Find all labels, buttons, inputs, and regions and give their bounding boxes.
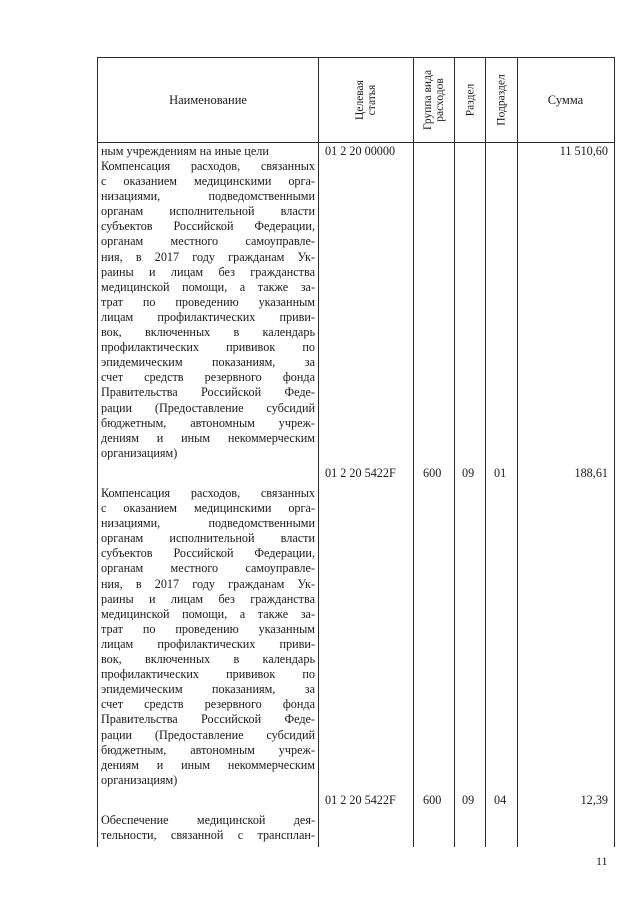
row-1-line-13: эпидемическим показаниям, за — [101, 355, 315, 370]
row-1-line-2: низациями, подведомственными — [101, 189, 315, 204]
row-2-line-9: трат по проведению указанным — [101, 621, 315, 636]
row-2-section: 09 — [462, 793, 475, 807]
row-1-sum: 188,61 — [574, 466, 608, 480]
row-2-line-17: бюджетным, автономным учреж- — [101, 742, 315, 757]
header-section — [455, 58, 485, 142]
column-border-subsection — [517, 57, 518, 847]
row-1-group: 600 — [423, 466, 442, 480]
row-1-line-12: профилактических прививок по — [101, 340, 315, 355]
row-2-group: 600 — [423, 793, 442, 807]
column-border-code — [413, 57, 414, 847]
row-2-line-8: медицинской помощи, а также за- — [101, 606, 315, 621]
row-2-line-19: организациям) — [101, 772, 178, 787]
header-sum: Сумма — [547, 92, 584, 107]
row-0-sum: 11 510,60 — [559, 144, 608, 158]
row-2-line-0: Компенсация расходов, связанных — [101, 486, 315, 500]
column-border-name — [318, 57, 319, 847]
header-name: Наименование — [169, 92, 247, 107]
row-2-line-15: Правительства Российской Феде- — [101, 712, 315, 727]
row-1-line-14: счет средств резервного фонда — [101, 370, 315, 385]
row-1-line-16: рации (Предоставление субсидий — [101, 400, 315, 415]
row-2-line-16: рации (Предоставление субсидий — [101, 727, 315, 742]
row-1-line-11: вок, включенных в календарь — [101, 325, 315, 340]
header-subsection-label: Подраздел — [495, 74, 508, 126]
row-1-line-15: Правительства Российской Феде- — [101, 385, 315, 400]
row-2-line-10: лицам профилактических приви- — [101, 636, 315, 651]
row-2-line-12: профилактических прививок по — [101, 667, 315, 682]
header-expense-group-line2: расходов — [434, 78, 447, 122]
row-1-line-18: дениям и иным некоммерческим — [101, 430, 315, 445]
row-1-section: 09 — [462, 466, 475, 480]
column-border-section — [485, 57, 486, 847]
column-border-group — [454, 57, 455, 847]
row-1-line-7: раины и лицам без гражданства — [101, 264, 315, 279]
header-target-article — [319, 58, 413, 142]
row-3-line-0: Обеспечение медицинской дея- — [101, 813, 315, 827]
row-2-line-7: раины и лицам без гражданства — [101, 591, 315, 606]
row-1-line-19: организациям) — [101, 445, 178, 460]
row-1-line-10: лицам профилактических приви- — [101, 309, 315, 324]
row-2-sum: 12,39 — [580, 793, 608, 807]
row-1-line-0: Компенсация расходов, связанных — [101, 159, 315, 173]
row-2-line-3: органам исполнительной власти — [101, 531, 315, 546]
row-1-line-6: ния, в 2017 году гражданам Ук- — [101, 249, 315, 264]
row-1-line-1: с оказанием медицинскими орга- — [101, 174, 315, 189]
row-0-description — [101, 144, 315, 159]
row-3-line-1: тельности, связанной с трансплан- — [101, 828, 315, 843]
row-1-line-17: бюджетным, автономным учреж- — [101, 415, 315, 430]
header-section-label: Раздел — [464, 83, 476, 117]
header-target-article-line2: статья — [366, 84, 378, 116]
row-2-line-13: эпидемическим показаниям, за — [101, 682, 315, 697]
row-1-line-9: трат по проведению указанным — [101, 294, 315, 309]
header-expense-group — [414, 58, 454, 142]
header-bottom-border — [97, 142, 614, 143]
row-2-line-4: субъектов Российской Федерации, — [101, 546, 315, 561]
row-1-line-3: органам исполнительной власти — [101, 204, 315, 219]
row-2-code: 01 2 20 5422F — [325, 793, 396, 807]
row-1-subsection: 01 — [494, 466, 507, 480]
row-2-line-1: с оказанием медицинскими орга- — [101, 501, 315, 516]
row-1-line-4: субъектов Российской Федерации, — [101, 219, 315, 234]
header-target-article-line1: Целевая — [354, 80, 366, 120]
row-2-line-6: ния, в 2017 году гражданам Ук- — [101, 576, 315, 591]
row-0-code: 01 2 20 00000 — [325, 144, 396, 158]
column-border-right — [614, 57, 615, 847]
header-subsection — [486, 58, 517, 142]
row-2-subsection: 04 — [494, 793, 507, 807]
row-1-line-5: органам местного самоуправле- — [101, 234, 315, 249]
row-2-line-14: счет средств резервного фонда — [101, 697, 315, 712]
row-2-line-18: дениям и иным некоммерческим — [101, 757, 315, 772]
row-1-description — [101, 159, 315, 461]
page-number: 11 — [596, 854, 608, 868]
row-2-description — [101, 486, 315, 788]
row-2-line-11: вок, включенных в календарь — [101, 652, 315, 667]
row-1-line-8: медицинской помощи, а также за- — [101, 279, 315, 294]
row-2-line-2: низациями, подведомственными — [101, 516, 315, 531]
row-2-line-5: органам местного самоуправле- — [101, 561, 315, 576]
row-0-line-0: ным учреждениям на иные цели — [101, 144, 269, 158]
row-3-description — [101, 813, 315, 843]
row-1-code: 01 2 20 5422F — [325, 466, 396, 480]
column-border-left — [97, 57, 98, 847]
header-expense-group-line1: Группа вида — [422, 69, 435, 131]
